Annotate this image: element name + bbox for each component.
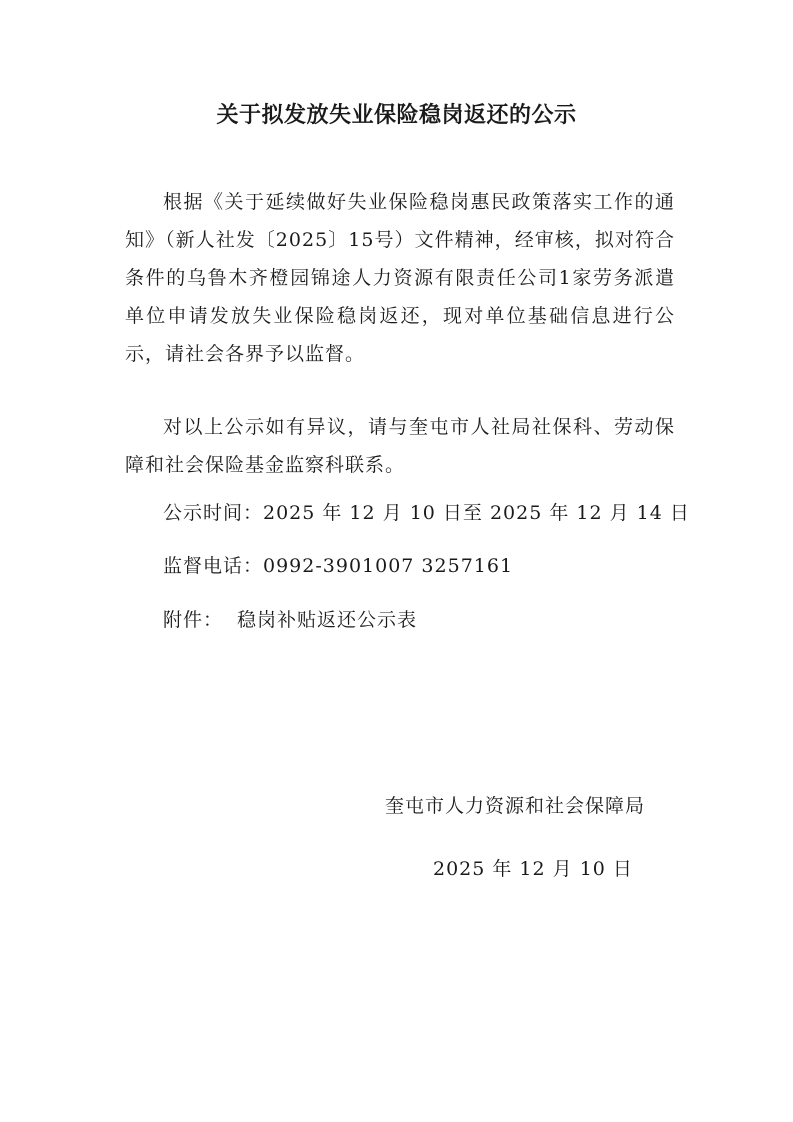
body-paragraph-objection: 对以上公示如有异议，请与奎屯市人社局社保科、劳动保障和社会保险基金监察科联系。 bbox=[125, 416, 675, 476]
publicity-time: 公示时间：2025 年 12 月 10 日至 2025 年 12 月 14 日 bbox=[163, 502, 690, 524]
supervision-phone: 监督电话：0992-3901007 3257161 bbox=[163, 555, 514, 577]
attachment-label: 附件： bbox=[163, 609, 224, 631]
attachment-name: 稳岗补贴返还公示表 bbox=[237, 609, 418, 631]
issuer-signature: 奎屯市人力资源和社会保障局 bbox=[385, 795, 646, 817]
issue-date: 2025 年 12 月 10 日 bbox=[433, 858, 633, 880]
attachment-line bbox=[163, 601, 417, 639]
document-title: 关于拟发放失业保险稳岗返还的公示 bbox=[216, 102, 577, 128]
body-paragraph-basis: 根据《关于延续做好失业保险稳岗惠民政策落实工作的通知》（新人社发〔2025〕15号）文件精神，经审核，拟对符合条件的乌鲁木齐橙园锦途人力资源有限责任公司1家劳务派遣单位申请发放失业保险稳岗返还，现对单位基础信息进行公示，请社会各界予以监督。 bbox=[125, 191, 675, 365]
